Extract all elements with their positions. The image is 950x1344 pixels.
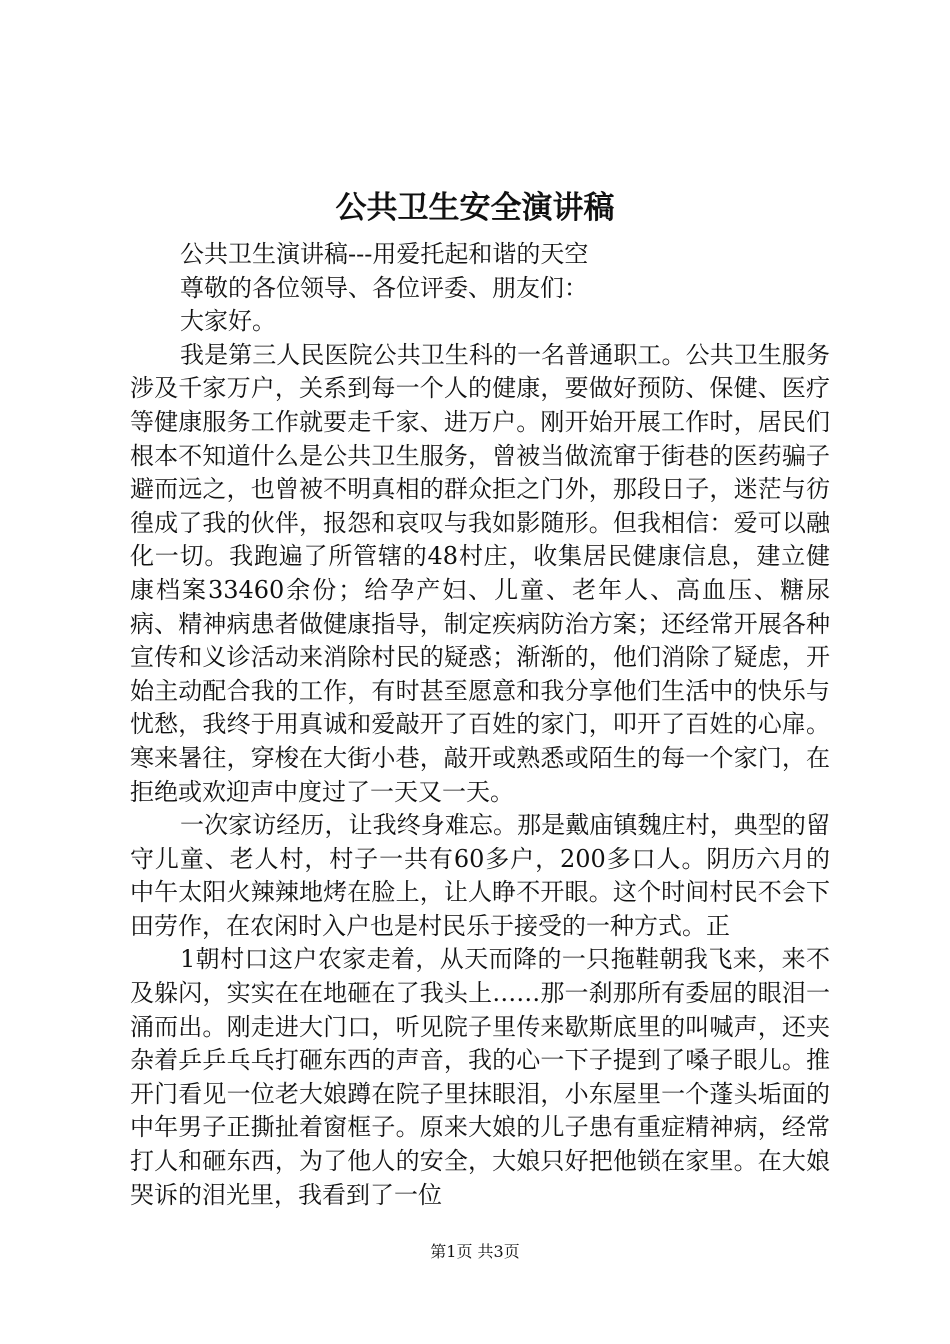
paragraph-body-3: 1朝村口这户农家走着，从天而降的一只拖鞋朝我飞来，来不及躲闪，实实在在地砸在了我头上……那一刹那所有委屈的眼泪一涌而出。刚走进大门口，听见院子里传来歇斯底里的叫喊声，还夹杂着乒乒乓乓打砸东西的声音，我的心一下子提到了嗓子眼儿。推开门看见一位老大娘蹲在院子里抹眼泪，小东屋里一个蓬头垢面的中年男子正撕扯着窗框子。原来大娘的儿子患有重症精神病，经常打人和砸东西，为了他人的安全，大娘只好把他锁在家里。在大娘哭诉的泪光里，我看到了一位 bbox=[130, 945, 830, 1209]
paragraph-salutation: 尊敬的各位领导、各位评委、朋友们： bbox=[180, 273, 588, 302]
paragraph-subtitle: 公共卫生演讲稿---用爱托起和谐的天空 bbox=[180, 240, 589, 268]
paragraph-body-2: 一次家访经历，让我终身难忘。那是戴庙镇魏庄村，典型的留守儿童、老人村，村子一共有60多户，200多口人。阴历六月的中午太阳火辣辣地烤在脸上，让人睁不开眼。这个时间村民不会下田劳作，在农闲时入户也是村民乐于接受的一种方式。正 bbox=[130, 811, 830, 940]
document-body bbox=[130, 238, 830, 1212]
page-title: 公共卫生安全演讲稿 bbox=[335, 190, 615, 226]
paragraph-body-1: 我是第三人民医院公共卫生科的一名普通职工。公共卫生服务涉及千家万户，关系到每一个人的健康，要做好预防、保健、医疗等健康服务工作就要走千家、进万户。刚开始开展工作时，居民们根本不知道什么是公共卫生服务，曾被当做流窜于街巷的医药骗子避而远之，也曾被不明真相的群众拒之门外，那段日子，迷茫与彷徨成了我的伙伴，报怨和哀叹与我如影随形。但我相信：爱可以融化一切。我跑遍了所管辖的48村庄，收集居民健康信息，建立健康档案33460余份；给孕产妇、儿童、老年人、高血压、糖尿病、精神病患者做健康指导，制定疾病防治方案；还经常开展各种宣传和义诊活动来消除村民的疑惑；渐渐的，他们消除了疑虑，开始主动配合我的工作，有时甚至愿意和我分享他们生活中的快乐与忧愁，我终于用真诚和爱敲开了百姓的家门，叩开了百姓的心扉。寒来暑往，穿梭在大街小巷，敲开或熟悉或陌生的每一个家门，在拒绝或欢迎声中度过了一天又一天。 bbox=[130, 340, 830, 806]
paragraph-greeting: 大家好。 bbox=[180, 307, 276, 336]
page-footer: 第1页 共3页 bbox=[430, 1242, 520, 1261]
